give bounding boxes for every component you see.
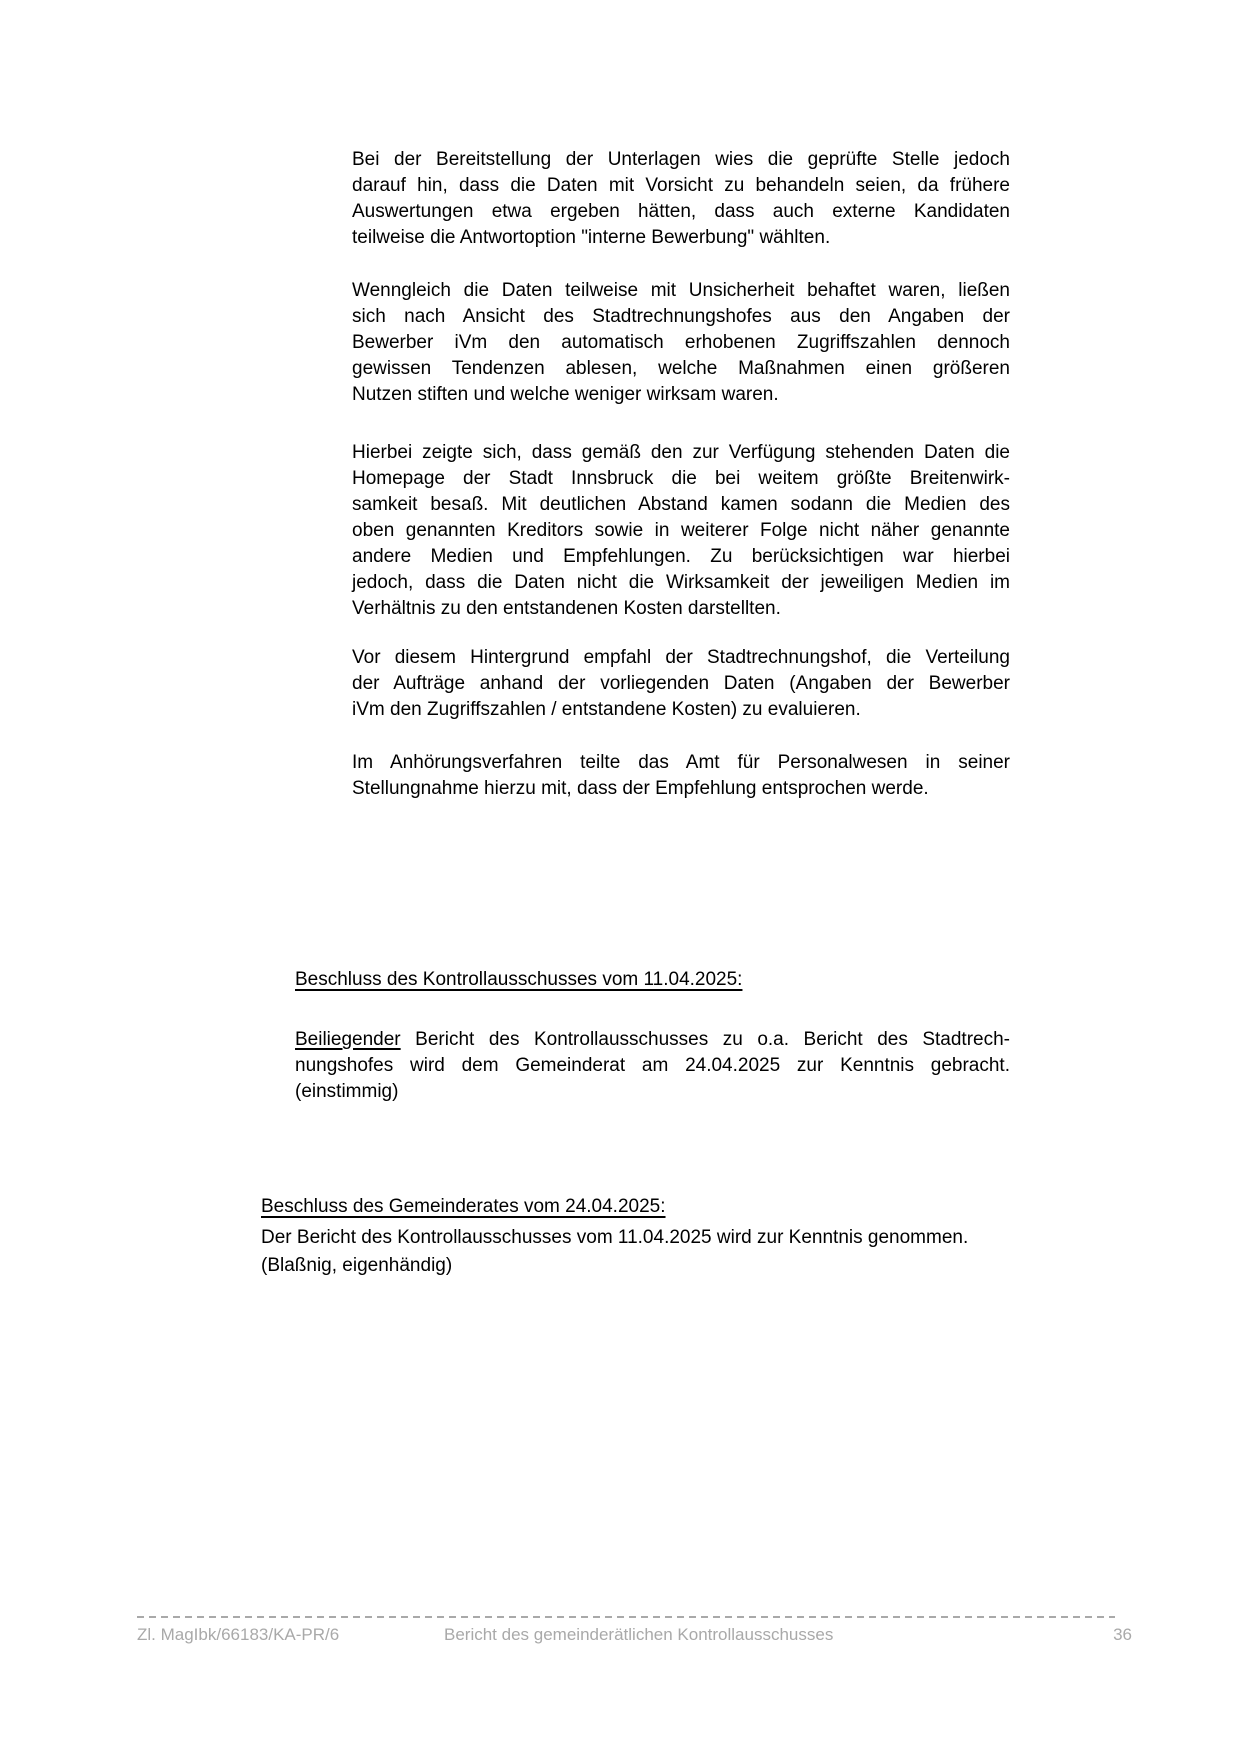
footer-reference-number: Zl. MagIbk/66183/KA-PR/6 (137, 1625, 340, 1644)
text-line: Hierbei zeigte sich, dass gemäß den zur Verfügung stehenden Daten die (352, 442, 1010, 463)
underlined-word: Beiliegender (295, 1029, 401, 1050)
text-line: der Aufträge anhand der vorliegenden Daten (Angaben der Bewerber (352, 673, 1010, 694)
paragraph-bereitstellung-unterlagen (352, 147, 1010, 251)
footer-dashed-rule (137, 1616, 1115, 1618)
text-line: darauf hin, dass die Daten mit Vorsicht zu behandeln seien, da frühere (352, 175, 1010, 196)
text-line: Im Anhörungsverfahren teilte das Amt für Personalwesen in seiner (352, 752, 1010, 773)
heading-beschluss-gemeinderat: Beschluss des Gemeinderates vom 24.04.2025: (261, 1196, 666, 1217)
text-line: Wenngleich die Daten teilweise mit Unsicherheit behaftet waren, ließen (352, 280, 1010, 301)
text-line: Auswertungen etwa ergeben hätten, dass auch externe Kandidaten (352, 201, 1010, 222)
text-line: jedoch, dass die Daten nicht die Wirksamkeit der jeweiligen Medien im (352, 572, 1010, 593)
heading-beschluss-kontrollausschuss: Beschluss des Kontrollausschusses vom 11.04.2025: (295, 969, 743, 990)
text-line: teilweise die Antwortoption "interne Bewerbung" wählten. (352, 227, 831, 248)
text-line: Bei der Bereitstellung der Unterlagen wies die geprüfte Stelle jedoch (352, 149, 1010, 170)
text-line: Nutzen stiften und welche weniger wirksam waren. (352, 384, 779, 405)
paragraph-empfehlung-stadtrechnungshof (352, 645, 1010, 723)
text-line: Homepage der Stadt Innsbruck die bei weitem größte Breitenwirk- (352, 468, 1010, 489)
text-line: Bewerber iVm den automatisch erhobenen Zugriffszahlen dennoch (352, 332, 1010, 353)
text-line: oben genannten Kreditors sowie in weiterer Folge nicht näher genannte (352, 520, 1010, 541)
paragraph-beschluss-gemeinderat (261, 1224, 1013, 1280)
paragraph-hierbei-zeigte-sich (352, 440, 1010, 622)
text-line: (einstimmig) (295, 1081, 399, 1102)
paragraph-anhoerungsverfahren (352, 750, 1010, 802)
text-line: iVm den Zugriffszahlen / entstandene Kosten) zu evaluieren. (352, 699, 861, 720)
text-line: andere Medien und Empfehlungen. Zu berücksichtigen war hierbei (352, 546, 1010, 567)
text-line: Der Bericht des Kontrollausschusses vom 11.04.2025 wird zur Kenntnis genommen. (261, 1227, 969, 1248)
text-line: samkeit besaß. Mit deutlichen Abstand kamen sodann die Medien des (352, 494, 1010, 515)
text-line: Vor diesem Hintergrund empfahl der Stadtrechnungshof, die Verteilung (352, 647, 1010, 668)
text-line: sich nach Ansicht des Stadtrechnungshofes aus den Angaben der (352, 306, 1010, 327)
text-line: (Blaßnig, eigenhändig) (261, 1255, 453, 1276)
paragraph-beschluss-kontrollausschuss (295, 1027, 1010, 1105)
text-line: Beiliegender Bericht des Kontrollausschusses zu o.a. Bericht des Stadtrech- (295, 1029, 1010, 1050)
footer-document-title: Bericht des gemeinderätlichen Kontrollausschusses (444, 1625, 834, 1644)
text-line: gewissen Tendenzen ablesen, welche Maßnahmen einen größeren (352, 358, 1010, 379)
text-line: Verhältnis zu den entstandenen Kosten darstellten. (352, 598, 781, 619)
text-line: Stellungnahme hierzu mit, dass der Empfehlung entsprochen werde. (352, 778, 929, 799)
footer-page-number: 36 (1113, 1625, 1132, 1644)
text-line: nungshofes wird dem Gemeinderat am 24.04.2025 zur Kenntnis gebracht. (295, 1055, 1010, 1076)
paragraph-wenngleich-daten (352, 278, 1010, 408)
